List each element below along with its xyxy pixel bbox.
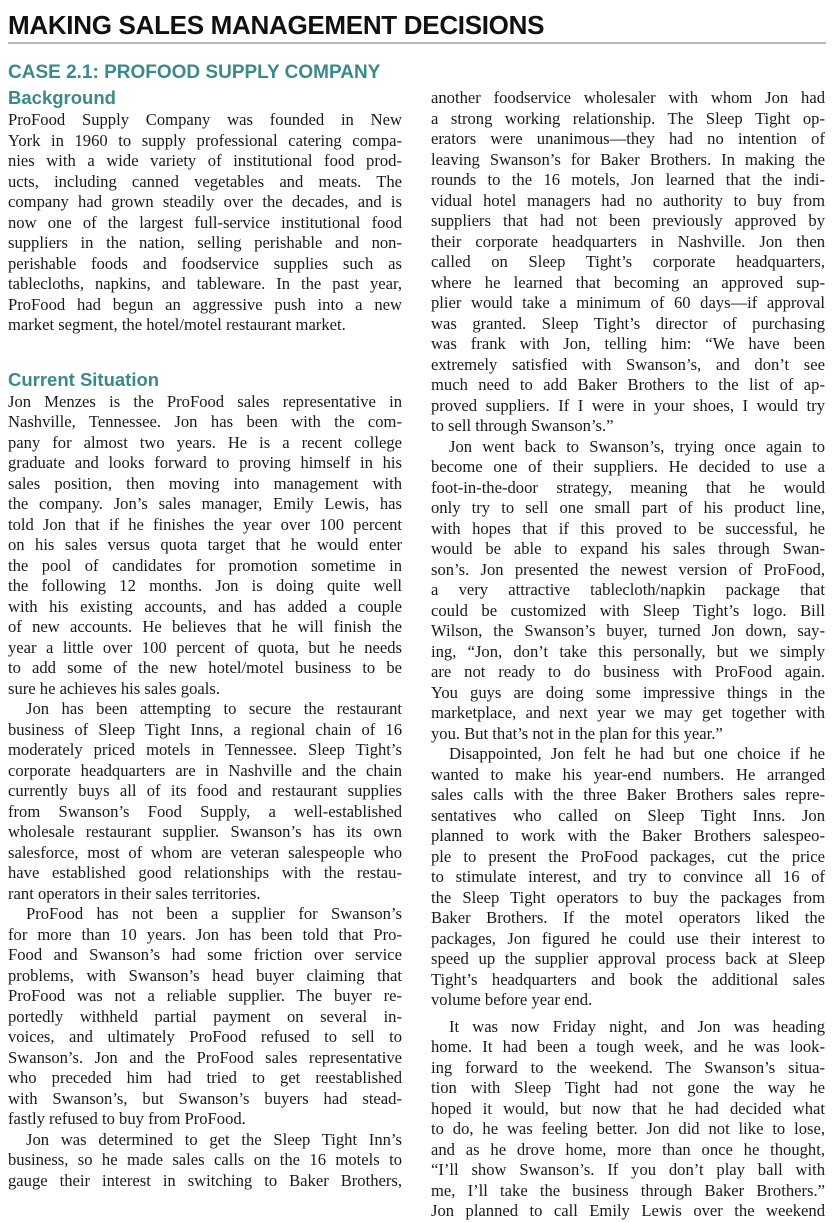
text-line: Jon Menzes is the ProFood sales representative in <box>8 391 402 411</box>
text-line: Jon has been attempting to secure the restaurant <box>26 699 402 718</box>
text-line: the pool of candidates for promotion sometime in <box>8 555 402 575</box>
text-line: from Swanson’s Food Supply, a well-established <box>8 801 402 821</box>
paragraph <box>8 110 402 336</box>
text-line: to stimulate interest, and try to convince all 16 of <box>431 867 825 886</box>
text-line: ProFood has not been a supplier for Swanson’s <box>26 904 402 923</box>
text-line: now one of the largest full-service institutional food <box>8 212 402 232</box>
text-line: on his sales versus quota target that he would enter <box>8 535 402 554</box>
text-line: home. It had been a tough week, and he was look- <box>431 1037 825 1056</box>
text-line: with Swanson’s, but Swanson’s buyers had stead- <box>8 1088 402 1108</box>
text-line: another foodservice wholesaler with whom Jon had <box>431 88 825 107</box>
text-line: planned to work with the Baker Brothers salespeo- <box>431 826 825 845</box>
background-heading: Background <box>8 87 116 108</box>
page-title: MAKING SALES MANAGEMENT DECISIONS <box>8 10 545 40</box>
text-line: with hopes that if this proved to be successful, he <box>431 518 825 538</box>
text-line: marketplace, and next year we may get together with <box>431 703 825 722</box>
text-line: suppliers in the nation, selling perishable and non- <box>8 233 402 252</box>
text-line: “I’ll show Swanson’s. If you don’t play ball with <box>431 1160 825 1179</box>
text-line: would be able to expand his sales through Swan- <box>431 539 825 558</box>
text-line: It was now Friday night, and Jon was heading <box>449 1016 825 1036</box>
paragraph <box>431 88 825 437</box>
right-column-text <box>431 88 825 1222</box>
text-line: who preceded him had tried to get reestablished <box>8 1068 402 1087</box>
text-line: company had grown steadily over the decades, and is <box>8 192 402 211</box>
text-line: a very attractive tablecloth/napkin package that <box>431 580 825 599</box>
text-line: their corporate headquarters in Nashville. Jon then <box>431 231 825 251</box>
text-line: moderately priced motels in Tennessee. Sleep Tight’s <box>8 740 402 759</box>
text-line: to do, he was feeling better. Jon did not like to lose, <box>431 1119 825 1138</box>
text-line: business of Sleep Tight Inns, a regional chain of 16 <box>8 719 402 739</box>
text-line: tion with Sleep Tight had not gone the way he <box>431 1078 825 1097</box>
text-line: corporate headquarters are in Nashville and the chain <box>8 760 402 780</box>
text-line: to sell through Swanson’s.” <box>431 416 614 435</box>
text-line: plier would take a minimum of 60 days—if approval <box>431 293 825 312</box>
text-line: foot-in-the-door strategy, meaning that he would <box>431 477 825 497</box>
text-line: ing, “Jon, don’t take this personally, but we simply <box>431 641 825 661</box>
text-line: could be customized with Sleep Tight’s logo. Bill <box>431 600 825 620</box>
text-line: only try to sell one small part of his product line, <box>431 498 825 517</box>
text-line: suppliers that had not been previously approved by <box>431 211 825 230</box>
text-line: You guys are doing some impressive things in the <box>431 682 825 702</box>
text-line: ProFood had begun an aggressive push into a new <box>8 294 402 314</box>
text-line: the company. Jon’s sales manager, Emily Lewis, has <box>8 494 402 513</box>
text-line: Jon was determined to get the Sleep Tight Inn’s <box>26 1129 402 1149</box>
text-line: rounds to the 16 motels, Jon learned that the indi- <box>431 170 825 189</box>
text-line: York in 1960 to supply professional catering compa- <box>8 130 402 150</box>
text-line: where he learned that becoming an approved sup- <box>431 272 825 292</box>
text-line: have established good relationships with the restau- <box>8 863 402 882</box>
text-line: to add some of the new hotel/motel business to be <box>8 658 402 677</box>
background-section <box>8 110 402 336</box>
text-line: Jon went back to Swanson’s, trying once again to <box>449 436 825 456</box>
text-line: fastly refused to buy from ProFood. <box>8 1109 246 1128</box>
text-line: of new accounts. He believes that he will finish the <box>8 617 402 636</box>
paragraph <box>8 904 402 1130</box>
paragraph <box>431 437 825 745</box>
text-line: volume before year end. <box>431 990 593 1009</box>
text-line: salesforce, most of whom are veteran salespeople who <box>8 842 402 862</box>
text-line: leaving Swanson’s for Baker Brothers. In making the <box>431 149 825 169</box>
text-line: market segment, the hotel/motel restaurant market. <box>8 315 346 334</box>
text-line: pany for almost two years. He is a recent college <box>8 432 402 452</box>
text-line: business, so he made sales calls on the 16 motels to <box>8 1150 402 1169</box>
text-line: was frank with Jon, telling him: “We have been <box>431 334 825 353</box>
text-line: and as he drove home, more than once he thought, <box>431 1139 825 1159</box>
text-line: Swanson’s. Jon and the ProFood sales representative <box>8 1047 402 1067</box>
text-line: extremely satisfied with Swanson’s, and don’t see <box>431 354 825 374</box>
text-line: ple to present the ProFood packages, cut the price <box>431 846 825 866</box>
text-line: vidual hotel managers had no authority to buy from <box>431 190 825 210</box>
text-line: packages, Jon figured he could use their interest to <box>431 928 825 948</box>
text-line: Baker Brothers. If the motel operators liked the <box>431 908 825 927</box>
text-line: was granted. Sleep Tight’s director of purchasing <box>431 313 825 333</box>
right-column <box>431 88 825 1222</box>
text-line: me, I’ll take the business through Baker Brothers.” <box>431 1180 825 1200</box>
text-line: son’s. Jon presented the newest version of ProFood, <box>431 559 825 579</box>
text-line: Disappointed, Jon felt he had but one choice if he <box>449 744 825 763</box>
case-heading: CASE 2.1: PROFOOD SUPPLY COMPANY <box>8 62 381 83</box>
text-line: proved suppliers. If I were in your shoes, I would try <box>431 395 825 415</box>
text-line: Food and Swanson’s had some friction over service <box>8 945 402 964</box>
text-line: are not ready to do business with ProFood again. <box>431 662 825 681</box>
text-line: a strong working relationship. The Sleep Tight op- <box>431 108 825 128</box>
text-line: the Sleep Tight operators to buy the packages from <box>431 887 825 907</box>
text-line: become one of their suppliers. He decided to use a <box>431 457 825 476</box>
text-line: ucts, including canned vegetables and meats. The <box>8 171 402 191</box>
paragraph <box>431 1017 825 1222</box>
text-line: graduate and looks forward to proving himself in his <box>8 453 402 472</box>
text-line: voices, and ultimately ProFood refused to sell to <box>8 1027 402 1046</box>
text-line: called on Sleep Tight’s corporate headquarters, <box>431 252 825 271</box>
text-line: sales position, then moving into management with <box>8 473 402 493</box>
left-column <box>8 60 402 1191</box>
text-line: ing forward to the weekend. The Swanson’s situa- <box>431 1057 825 1077</box>
text-line: the following 12 months. Jon is doing quite well <box>8 576 402 595</box>
paragraph <box>8 392 402 700</box>
text-line: you. But that’s not in the plan for this year.” <box>431 723 723 743</box>
text-line: wanted to make his year-end numbers. He arranged <box>431 764 825 784</box>
text-line: nies with a wide variety of institutional food prod- <box>8 151 402 170</box>
text-line: sure he achieves his sales goals. <box>8 678 220 698</box>
paragraph <box>8 1130 402 1192</box>
paragraph <box>431 744 825 1011</box>
text-line: hoped it would, but now that he had decided what <box>431 1098 825 1118</box>
text-line: problems, with Swanson’s head buyer claiming that <box>8 965 402 985</box>
text-line: with his existing accounts, and has added a couple <box>8 596 402 616</box>
text-line: for more than 10 years. Jon has been told that Pro- <box>8 924 402 944</box>
text-line: sales calls with the three Baker Brothers sales repre- <box>431 785 825 804</box>
text-line: tablecloths, napkins, and tableware. In the past year, <box>8 274 402 293</box>
title-divider <box>8 42 826 44</box>
current-situation-section <box>8 392 402 1192</box>
text-line: wholesale restaurant supplier. Swanson’s has its own <box>8 822 402 841</box>
text-line: gauge their interest in switching to Baker Brothers, <box>8 1170 402 1190</box>
text-line: portedly withheld partial payment on several in- <box>8 1006 402 1026</box>
text-line: Nashville, Tennessee. Jon has been with the com- <box>8 412 402 431</box>
text-line: ProFood Supply Company was founded in New <box>8 110 402 129</box>
text-line: rant operators in their sales territories. <box>8 883 261 903</box>
text-line: Tight’s headquarters and book the additional sales <box>431 969 825 989</box>
text-line: speed up the supplier approval process back at Sleep <box>431 949 825 968</box>
text-line: much need to add Baker Brothers to the list of ap- <box>431 375 825 394</box>
text-line: sentatives who called on Sleep Tight Inns. Jon <box>431 805 825 825</box>
text-line: year a little over 100 percent of quota, but he needs <box>8 637 402 657</box>
text-line: ProFood was not a reliable supplier. The buyer re- <box>8 986 402 1005</box>
current-situation-heading: Current Situation <box>8 368 160 390</box>
text-line: currently buys all of its food and restaurant supplies <box>8 781 402 800</box>
text-line: told Jon that if he finishes the year over 100 percent <box>8 514 402 534</box>
text-line: Jon planned to call Emily Lewis over the weekend <box>431 1201 825 1220</box>
text-line: perishable foods and foodservice supplies such as <box>8 253 402 273</box>
text-line: erators were unanimous—they had no intention of <box>431 129 825 148</box>
paragraph <box>8 699 402 904</box>
text-line: Wilson, the Swanson’s buyer, turned Jon down, say- <box>431 621 825 640</box>
